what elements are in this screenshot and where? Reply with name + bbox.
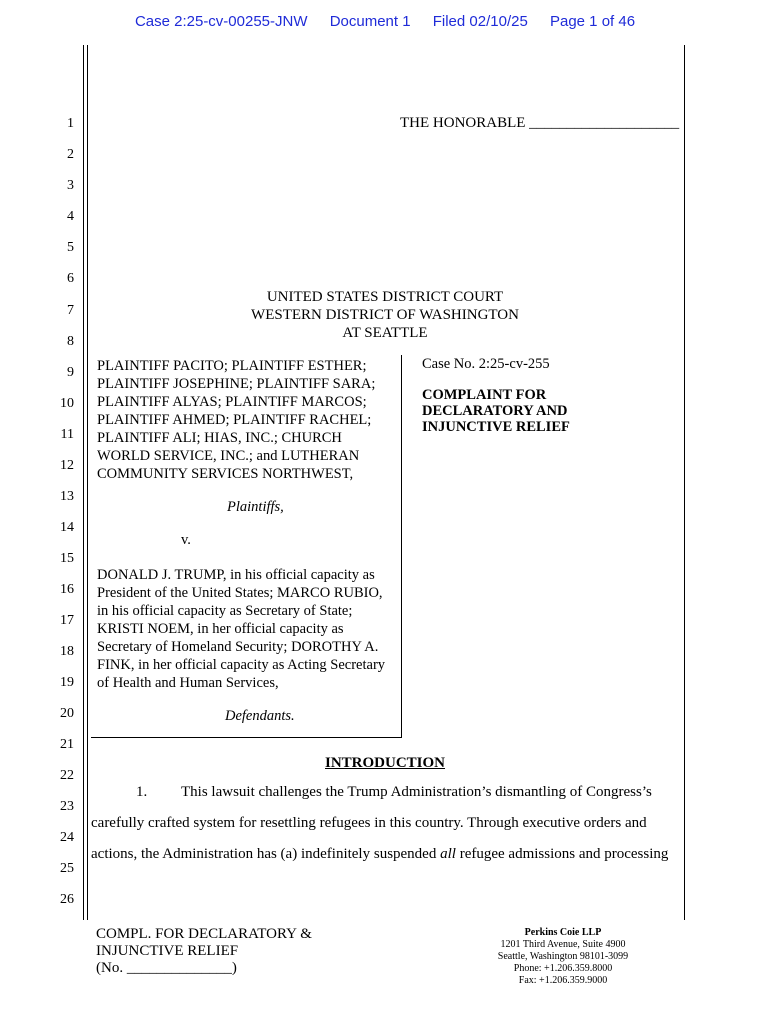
- plaintiffs-line: PLAINTIFF ALI; HIAS, INC.; CHURCH: [97, 430, 342, 446]
- defendants-line: KRISTI NOEM, in her official capacity as: [97, 621, 344, 637]
- line-number: 15: [60, 551, 74, 566]
- line-number: 1: [67, 116, 74, 131]
- paragraph-text: actions, the Administration has (a) indefinitely suspended: [91, 846, 441, 862]
- firm-name: Perkins Coie LLP: [524, 927, 602, 938]
- defendants-line: President of the United States; MARCO RUBIO,: [97, 585, 383, 601]
- line-number: 24: [60, 830, 74, 845]
- line-number: 16: [60, 582, 74, 597]
- line-number: 19: [60, 675, 74, 690]
- introduction-heading: INTRODUCTION: [325, 755, 446, 771]
- emphasis-text: all: [440, 846, 456, 862]
- ecf-header: [0, 13, 770, 30]
- firm-phone: Phone: +1.206.359.8000: [513, 963, 613, 974]
- defendants-label: Defendants.: [225, 708, 295, 724]
- firm-address-line: 1201 Third Avenue, Suite 4900: [500, 939, 626, 950]
- line-number: 5: [67, 240, 74, 255]
- plaintiffs-line: PLAINTIFF AHMED; PLAINTIFF RACHEL;: [97, 412, 372, 428]
- paragraph-1-line-3: [91, 846, 681, 863]
- line-number: 4: [67, 209, 74, 224]
- line-number: 17: [60, 613, 74, 628]
- versus: v.: [181, 532, 191, 548]
- document-title-line: COMPLAINT FOR: [422, 387, 547, 403]
- footer-caption-line: (No. ______________): [96, 960, 237, 976]
- line-number: 23: [60, 799, 74, 814]
- judge-line: THE HONORABLE ____________________: [400, 115, 680, 131]
- line-number: 18: [60, 644, 74, 659]
- defendants-line: DONALD J. TRUMP, in his official capacity as: [97, 567, 375, 583]
- paragraph-1-line-2: carefully crafted system for resettling refugees in this country. Through executive orders and: [91, 815, 647, 831]
- line-number: 22: [60, 768, 74, 783]
- footer-caption-line: COMPL. FOR DECLARATORY &: [96, 926, 312, 942]
- line-number: 12: [60, 458, 74, 473]
- defendants-list: [97, 566, 407, 692]
- document-number-header: Document 1: [329, 13, 411, 30]
- defendants-line: Secretary of Homeland Security; DOROTHY A.: [97, 639, 379, 655]
- firm-address-line: Seattle, Washington 98101-3099: [497, 951, 629, 962]
- plaintiffs-line: PLAINTIFF JOSEPHINE; PLAINTIFF SARA;: [97, 376, 376, 392]
- court-district: WESTERN DISTRICT OF WASHINGTON: [251, 307, 519, 323]
- filed-date-header: Filed 02/10/25: [432, 13, 528, 30]
- document-title: [422, 387, 622, 435]
- line-number: 8: [67, 334, 74, 349]
- footer-caption: [96, 926, 312, 977]
- line-number: 7: [67, 303, 74, 318]
- line-number: 2: [67, 147, 74, 162]
- document-title-line: INJUNCTIVE RELIEF: [422, 419, 570, 435]
- defendants-line: in his official capacity as Secretary of State;: [97, 603, 353, 619]
- court-name: UNITED STATES DISTRICT COURT: [266, 289, 504, 305]
- line-number: 13: [60, 489, 74, 504]
- firm-block: [478, 927, 648, 987]
- paragraph-text: refugee admissions and processing: [455, 846, 669, 862]
- right-margin-rule: [684, 45, 685, 920]
- case-number-header: Case 2:25-cv-00255-JNW: [134, 13, 308, 30]
- footer-caption-line: INJUNCTIVE RELIEF: [96, 943, 239, 959]
- plaintiffs-line: PLAINTIFF PACITO; PLAINTIFF ESTHER;: [97, 358, 367, 374]
- line-number: 10: [60, 396, 74, 411]
- line-number: 9: [67, 365, 74, 380]
- document-title-line: DECLARATORY AND: [422, 403, 568, 419]
- left-margin-rule-2: [87, 45, 88, 920]
- line-number: 26: [60, 892, 74, 907]
- page-indicator-header: Page 1 of 46: [549, 13, 636, 30]
- line-number: 14: [60, 520, 74, 535]
- plaintiffs-label: Plaintiffs,: [227, 499, 284, 515]
- case-number: Case No. 2:25-cv-255: [422, 356, 550, 372]
- line-number: 11: [60, 427, 74, 442]
- court-location: AT SEATTLE: [342, 325, 428, 341]
- line-number: 20: [60, 706, 74, 721]
- caption-bottom-rule: [91, 737, 402, 738]
- paragraph-number: 1.: [136, 784, 148, 800]
- plaintiffs-line: WORLD SERVICE, INC.; and LUTHERAN: [97, 448, 360, 464]
- plaintiffs-line: COMMUNITY SERVICES NORTHWEST,: [97, 466, 354, 482]
- line-number: 3: [67, 178, 74, 193]
- line-number: 21: [60, 737, 74, 752]
- plaintiffs-line: PLAINTIFF ALYAS; PLAINTIFF MARCOS;: [97, 394, 367, 410]
- plaintiffs-list: [97, 357, 402, 483]
- defendants-line: of Health and Human Services,: [97, 675, 279, 691]
- line-number: 25: [60, 861, 74, 876]
- paragraph-text: This lawsuit challenges the Trump Administration’s dismantling of Congress’s: [181, 784, 652, 800]
- court-name-block: [160, 288, 610, 342]
- defendants-line: FINK, in her official capacity as Acting Secretary: [97, 657, 386, 673]
- firm-fax: Fax: +1.206.359.9000: [518, 975, 608, 986]
- left-margin-rule-1: [83, 45, 84, 920]
- line-number: 6: [67, 271, 74, 286]
